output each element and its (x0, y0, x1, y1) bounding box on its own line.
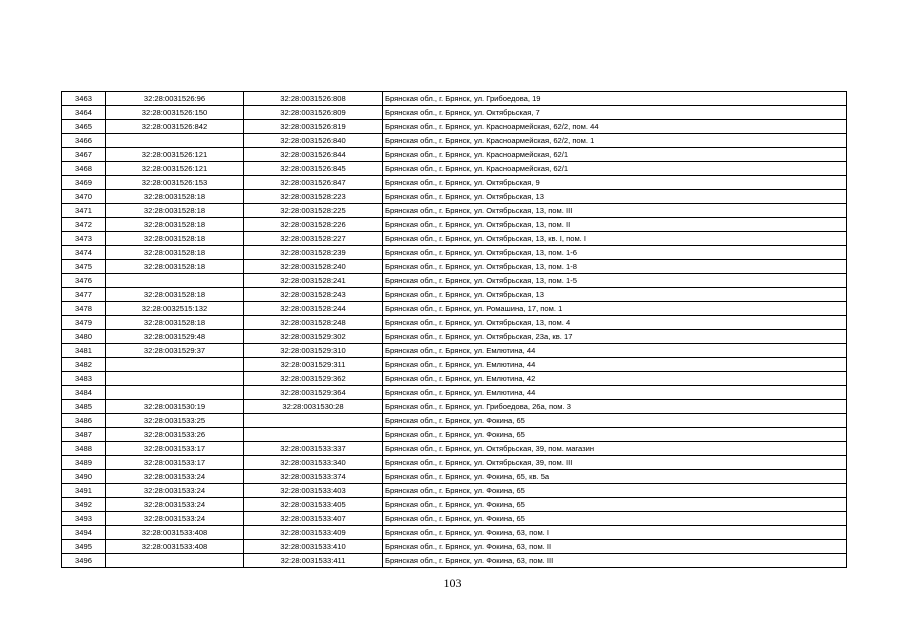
row-number-cell: 3485 (62, 400, 106, 414)
cadastral-number-cell: 32:28:0031528:244 (244, 302, 383, 316)
parent-cadastral-number-cell: 32:28:0031529:48 (106, 330, 244, 344)
table-row (62, 106, 847, 120)
table-row (62, 316, 847, 330)
cadastral-number-cell: 32:28:0031528:239 (244, 246, 383, 260)
row-number-cell: 3466 (62, 134, 106, 148)
cadastral-number-cell: 32:28:0031526:844 (244, 148, 383, 162)
table-row (62, 302, 847, 316)
row-number-cell: 3492 (62, 498, 106, 512)
table-row (62, 288, 847, 302)
row-number-cell: 3472 (62, 218, 106, 232)
address-cell: Брянская обл., г. Брянск, ул. Октябрьская, 39, пом. III (383, 456, 847, 470)
table-row (62, 176, 847, 190)
parent-cadastral-number-cell: 32:28:0031526:121 (106, 162, 244, 176)
table-row (62, 330, 847, 344)
table-row (62, 456, 847, 470)
parent-cadastral-number-cell: 32:28:0031529:37 (106, 344, 244, 358)
cadastral-number-cell: 32:28:0031528:243 (244, 288, 383, 302)
cadastral-number-cell: 32:28:0031533:340 (244, 456, 383, 470)
row-number-cell: 3474 (62, 246, 106, 260)
address-cell: Брянская обл., г. Брянск, ул. Октябрьская, 13, пом. 4 (383, 316, 847, 330)
address-cell: Брянская обл., г. Брянск, ул. Фокина, 63, пом. II (383, 540, 847, 554)
parent-cadastral-number-cell: 32:28:0032515:132 (106, 302, 244, 316)
address-cell: Брянская обл., г. Брянск, ул. Октябрьская, 13 (383, 288, 847, 302)
parent-cadastral-number-cell: 32:28:0031526:150 (106, 106, 244, 120)
row-number-cell: 3489 (62, 456, 106, 470)
table-row (62, 498, 847, 512)
address-cell: Брянская обл., г. Брянск, ул. Грибоедова, 19 (383, 92, 847, 106)
address-cell: Брянская обл., г. Брянск, ул. Грибоедова, 26а, пом. 3 (383, 400, 847, 414)
table-body (62, 92, 847, 568)
cadastral-number-cell: 32:28:0031533:403 (244, 484, 383, 498)
page-number: 103 (443, 576, 462, 590)
address-cell: Брянская обл., г. Брянск, ул. Фокина, 65 (383, 428, 847, 442)
table-row (62, 386, 847, 400)
row-number-cell: 3481 (62, 344, 106, 358)
row-number-cell: 3471 (62, 204, 106, 218)
parent-cadastral-number-cell: 32:28:0031528:18 (106, 260, 244, 274)
row-number-cell: 3484 (62, 386, 106, 400)
parent-cadastral-number-cell: 32:28:0031533:408 (106, 540, 244, 554)
table-row (62, 470, 847, 484)
cadastral-number-cell: 32:28:0031528:227 (244, 232, 383, 246)
row-number-cell: 3477 (62, 288, 106, 302)
row-number-cell: 3490 (62, 470, 106, 484)
cadastral-number-cell: 32:28:0031533:374 (244, 470, 383, 484)
parent-cadastral-number-cell: 32:28:0031528:18 (106, 246, 244, 260)
parent-cadastral-number-cell: 32:28:0031530:19 (106, 400, 244, 414)
table-row (62, 232, 847, 246)
parent-cadastral-number-cell: 32:28:0031526:121 (106, 148, 244, 162)
cadastral-number-cell: 32:28:0031529:302 (244, 330, 383, 344)
address-cell: Брянская обл., г. Брянск, ул. Фокина, 65 (383, 414, 847, 428)
address-cell: Брянская обл., г. Брянск, ул. Октябрьская, 13, пом. 1-6 (383, 246, 847, 260)
table-row (62, 148, 847, 162)
address-cell: Брянская обл., г. Брянск, ул. Фокина, 65, кв. 5а (383, 470, 847, 484)
table-row (62, 428, 847, 442)
row-number-cell: 3475 (62, 260, 106, 274)
table-row (62, 484, 847, 498)
table-row (62, 274, 847, 288)
row-number-cell: 3464 (62, 106, 106, 120)
address-cell: Брянская обл., г. Брянск, ул. Октябрьская, 13, кв. I, пом. I (383, 232, 847, 246)
row-number-cell: 3493 (62, 512, 106, 526)
address-cell: Брянская обл., г. Брянск, ул. Октябрьская, 13, пом. 1-8 (383, 260, 847, 274)
parent-cadastral-number-cell (106, 372, 244, 386)
table-row (62, 358, 847, 372)
table-row (62, 414, 847, 428)
table-row (62, 400, 847, 414)
parent-cadastral-number-cell: 32:28:0031528:18 (106, 316, 244, 330)
cadastral-number-cell: 32:28:0031528:241 (244, 274, 383, 288)
address-cell: Брянская обл., г. Брянск, ул. Фокина, 65 (383, 484, 847, 498)
row-number-cell: 3488 (62, 442, 106, 456)
table-row (62, 204, 847, 218)
address-cell: Брянская обл., г. Брянск, ул. Фокина, 63, пом. III (383, 554, 847, 568)
parent-cadastral-number-cell: 32:28:0031528:18 (106, 232, 244, 246)
row-number-cell: 3487 (62, 428, 106, 442)
address-cell: Брянская обл., г. Брянск, ул. Октябрьская, 13, пом. 1-5 (383, 274, 847, 288)
row-number-cell: 3470 (62, 190, 106, 204)
address-cell: Брянская обл., г. Брянск, ул. Фокина, 65 (383, 512, 847, 526)
cadastral-number-cell: 32:28:0031530:28 (244, 400, 383, 414)
table-row (62, 442, 847, 456)
parent-cadastral-number-cell: 32:28:0031533:25 (106, 414, 244, 428)
parent-cadastral-number-cell: 32:28:0031533:24 (106, 470, 244, 484)
parent-cadastral-number-cell: 32:28:0031528:18 (106, 190, 244, 204)
cadastral-number-cell: 32:28:0031533:405 (244, 498, 383, 512)
table-row (62, 190, 847, 204)
table-row (62, 372, 847, 386)
row-number-cell: 3483 (62, 372, 106, 386)
table-row (62, 246, 847, 260)
address-cell: Брянская обл., г. Брянск, ул. Красноармейская, 62/2, пом. 44 (383, 120, 847, 134)
cadastral-number-cell: 32:28:0031526:840 (244, 134, 383, 148)
cadastral-number-cell: 32:28:0031533:407 (244, 512, 383, 526)
table-row (62, 134, 847, 148)
parent-cadastral-number-cell: 32:28:0031528:18 (106, 204, 244, 218)
row-number-cell: 3473 (62, 232, 106, 246)
row-number-cell: 3467 (62, 148, 106, 162)
cadastral-number-cell: 32:28:0031528:225 (244, 204, 383, 218)
row-number-cell: 3486 (62, 414, 106, 428)
cadastral-table (61, 91, 847, 568)
cadastral-number-cell: 32:28:0031533:410 (244, 540, 383, 554)
address-cell: Брянская обл., г. Брянск, ул. Красноармейская, 62/1 (383, 162, 847, 176)
address-cell: Брянская обл., г. Брянск, ул. Емлютина, 44 (383, 358, 847, 372)
table-row (62, 512, 847, 526)
row-number-cell: 3478 (62, 302, 106, 316)
row-number-cell: 3465 (62, 120, 106, 134)
parent-cadastral-number-cell: 32:28:0031528:18 (106, 288, 244, 302)
address-cell: Брянская обл., г. Брянск, ул. Фокина, 63, пом. I (383, 526, 847, 540)
parent-cadastral-number-cell: 32:28:0031533:24 (106, 512, 244, 526)
cadastral-number-cell: 32:28:0031526:847 (244, 176, 383, 190)
cadastral-number-cell: 32:28:0031529:364 (244, 386, 383, 400)
cadastral-number-cell: 32:28:0031528:223 (244, 190, 383, 204)
address-cell: Брянская обл., г. Брянск, ул. Октябрьская, 7 (383, 106, 847, 120)
parent-cadastral-number-cell (106, 358, 244, 372)
row-number-cell: 3469 (62, 176, 106, 190)
parent-cadastral-number-cell: 32:28:0031526:153 (106, 176, 244, 190)
table-row (62, 260, 847, 274)
address-cell: Брянская обл., г. Брянск, ул. Октябрьская, 23а, кв. 17 (383, 330, 847, 344)
address-cell: Брянская обл., г. Брянск, ул. Емлютина, 44 (383, 386, 847, 400)
row-number-cell: 3479 (62, 316, 106, 330)
cadastral-number-cell: 32:28:0031526:808 (244, 92, 383, 106)
table-row (62, 540, 847, 554)
address-cell: Брянская обл., г. Брянск, ул. Октябрьская, 13, пом. III (383, 204, 847, 218)
parent-cadastral-number-cell: 32:28:0031526:842 (106, 120, 244, 134)
parent-cadastral-number-cell (106, 134, 244, 148)
parent-cadastral-number-cell: 32:28:0031533:17 (106, 456, 244, 470)
parent-cadastral-number-cell: 32:28:0031533:26 (106, 428, 244, 442)
parent-cadastral-number-cell: 32:28:0031533:24 (106, 498, 244, 512)
cadastral-number-cell: 32:28:0031533:409 (244, 526, 383, 540)
table-row (62, 162, 847, 176)
table-row (62, 344, 847, 358)
cadastral-number-cell (244, 428, 383, 442)
row-number-cell: 3482 (62, 358, 106, 372)
row-number-cell: 3468 (62, 162, 106, 176)
cadastral-number-cell: 32:28:0031529:311 (244, 358, 383, 372)
address-cell: Брянская обл., г. Брянск, ул. Октябрьская, 13, пом. II (383, 218, 847, 232)
table-row (62, 120, 847, 134)
parent-cadastral-number-cell: 32:28:0031533:24 (106, 484, 244, 498)
row-number-cell: 3495 (62, 540, 106, 554)
table-row (62, 92, 847, 106)
parent-cadastral-number-cell: 32:28:0031533:408 (106, 526, 244, 540)
row-number-cell: 3494 (62, 526, 106, 540)
address-cell: Брянская обл., г. Брянск, ул. Ромашина, 17, пом. 1 (383, 302, 847, 316)
parent-cadastral-number-cell: 32:28:0031526:96 (106, 92, 244, 106)
row-number-cell: 3491 (62, 484, 106, 498)
table-row (62, 218, 847, 232)
row-number-cell: 3476 (62, 274, 106, 288)
cadastral-number-cell: 32:28:0031526:845 (244, 162, 383, 176)
address-cell: Брянская обл., г. Брянск, ул. Фокина, 65 (383, 498, 847, 512)
cadastral-number-cell: 32:28:0031528:248 (244, 316, 383, 330)
address-cell: Брянская обл., г. Брянск, ул. Емлютина, 42 (383, 372, 847, 386)
cadastral-number-cell: 32:28:0031526:819 (244, 120, 383, 134)
cadastral-number-cell: 32:28:0031528:226 (244, 218, 383, 232)
address-cell: Брянская обл., г. Брянск, ул. Емлютина, 44 (383, 344, 847, 358)
parent-cadastral-number-cell: 32:28:0031528:18 (106, 218, 244, 232)
cadastral-number-cell: 32:28:0031529:310 (244, 344, 383, 358)
cadastral-number-cell: 32:28:0031533:411 (244, 554, 383, 568)
cadastral-number-cell: 32:28:0031533:337 (244, 442, 383, 456)
address-cell: Брянская обл., г. Брянск, ул. Октябрьская, 9 (383, 176, 847, 190)
cadastral-number-cell: 32:28:0031526:809 (244, 106, 383, 120)
cadastral-number-cell: 32:28:0031528:240 (244, 260, 383, 274)
address-cell: Брянская обл., г. Брянск, ул. Красноармейская, 62/2, пом. 1 (383, 134, 847, 148)
cadastral-number-cell: 32:28:0031529:362 (244, 372, 383, 386)
table-row (62, 554, 847, 568)
parent-cadastral-number-cell: 32:28:0031533:17 (106, 442, 244, 456)
address-cell: Брянская обл., г. Брянск, ул. Октябрьская, 13 (383, 190, 847, 204)
row-number-cell: 3480 (62, 330, 106, 344)
cadastral-number-cell (244, 414, 383, 428)
parent-cadastral-number-cell (106, 554, 244, 568)
row-number-cell: 3463 (62, 92, 106, 106)
parent-cadastral-number-cell (106, 274, 244, 288)
address-cell: Брянская обл., г. Брянск, ул. Октябрьская, 39, пом. магазин (383, 442, 847, 456)
table-row (62, 526, 847, 540)
address-cell: Брянская обл., г. Брянск, ул. Красноармейская, 62/1 (383, 148, 847, 162)
row-number-cell: 3496 (62, 554, 106, 568)
parent-cadastral-number-cell (106, 386, 244, 400)
